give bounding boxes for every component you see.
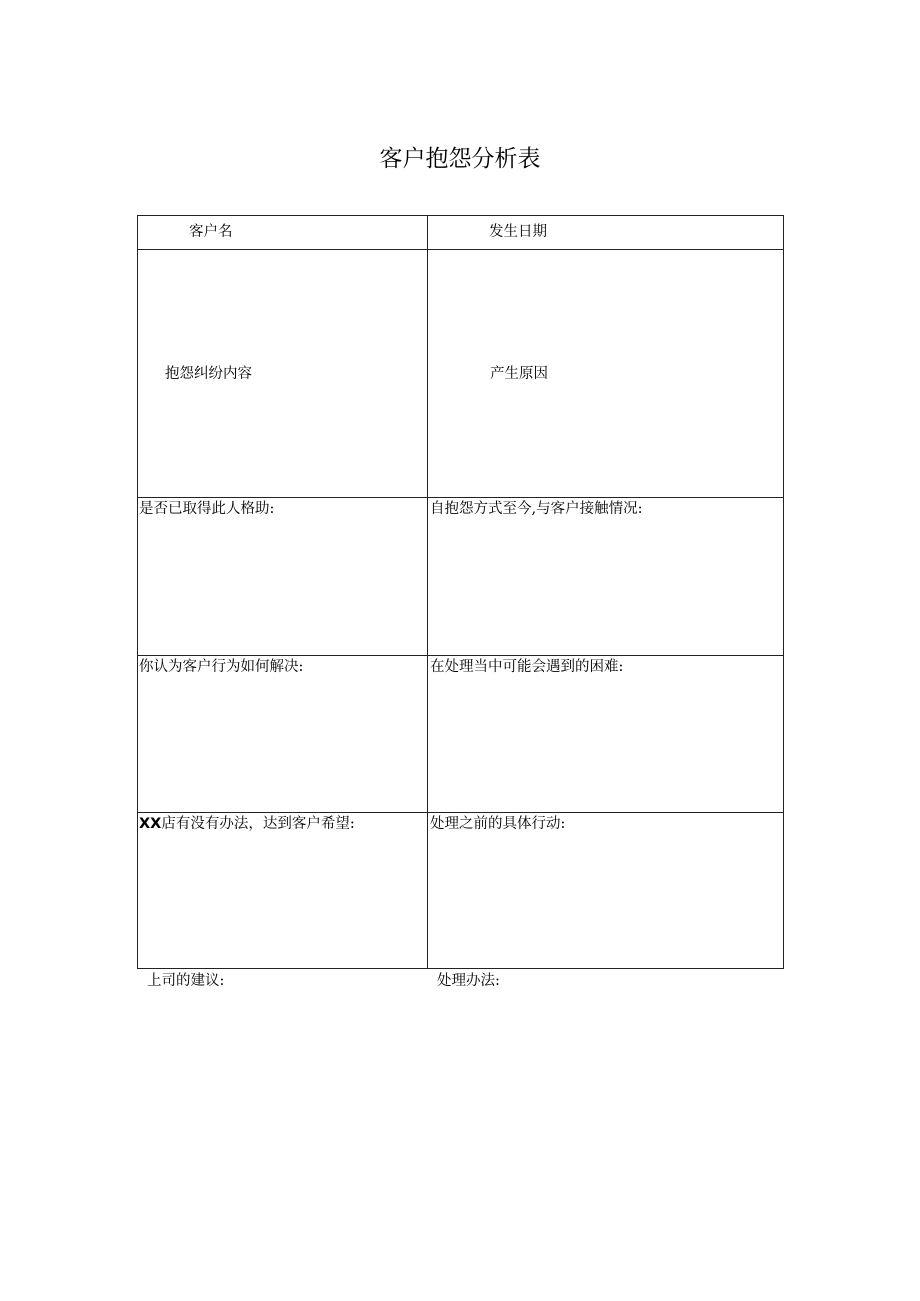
- complaint-analysis-form: [137, 215, 784, 969]
- column-divider: [427, 216, 428, 968]
- handling-method-label: 处理办法:: [437, 973, 500, 989]
- prior-actions-label: 处理之前的具体行动:: [430, 816, 566, 832]
- row-divider: [138, 497, 783, 498]
- row-divider: [138, 812, 783, 813]
- complaint-content-label: 抱怨纠纷内容: [165, 366, 252, 382]
- supervisor-suggestion-label: 上司的建议:: [147, 973, 225, 989]
- store-method-label: [139, 815, 355, 833]
- page-title: 客户抱怨分析表: [379, 146, 541, 172]
- store-method-text: 店有没有办法，达到客户希望:: [161, 816, 355, 832]
- possible-difficulties-label: 在处理当中可能会遇到的困难:: [430, 659, 624, 675]
- contact-status-label: 自抱怨方式至今,与客户接触情况:: [430, 501, 643, 517]
- cause-label: 产生原因: [490, 366, 548, 382]
- resolution-opinion-label: 你认为客户行为如何解决:: [139, 659, 304, 675]
- obtained-help-label: 是否已取得此人格助:: [139, 501, 275, 517]
- store-prefix: XX: [139, 816, 162, 832]
- customer-name-label: 客户名: [189, 224, 233, 240]
- occurrence-date-label: 发生日期: [489, 224, 547, 240]
- row-divider: [138, 655, 783, 656]
- row-divider: [138, 249, 783, 250]
